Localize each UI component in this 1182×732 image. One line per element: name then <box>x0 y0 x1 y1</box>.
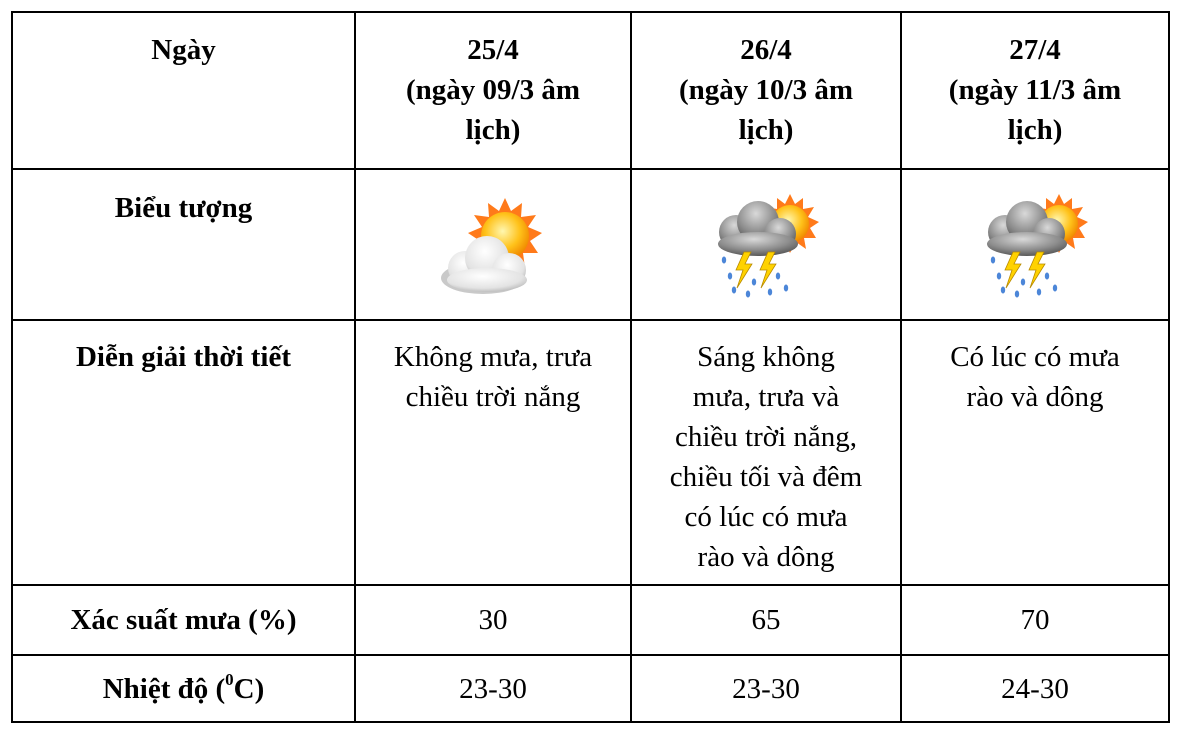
thunderstorm-rain-sun-icon <box>706 194 826 304</box>
temperature-row <box>12 655 1169 722</box>
day-date: 25/4 <box>467 34 519 66</box>
date-label-text: Ngày <box>151 34 216 66</box>
date-label <box>12 12 355 169</box>
partly-cloudy-sun-icon <box>433 194 553 304</box>
day-lunar-line2: lịch) <box>738 114 794 146</box>
temperature-value: 23-30 <box>631 655 901 722</box>
icon-label-text: Biểu tượng <box>114 192 253 224</box>
temperature-label-suffix: C) <box>233 672 265 705</box>
rain-probability-value: 65 <box>631 585 901 655</box>
description-label <box>12 320 355 585</box>
day-date: 27/4 <box>1009 34 1061 66</box>
day-description-1 <box>355 320 631 585</box>
description-line: Có lúc có mưa <box>950 341 1120 373</box>
day-lunar-line1: (ngày 10/3 âm <box>679 74 853 106</box>
day-header-3 <box>901 12 1169 169</box>
temperature-label <box>12 655 355 722</box>
day-lunar-line2: lịch) <box>465 114 521 146</box>
rain-probability-value: 30 <box>355 585 631 655</box>
description-line: Không mưa, trưa <box>393 341 593 373</box>
rain-probability-row <box>12 585 1169 655</box>
description-line: Sáng không <box>697 341 835 373</box>
description-line: có lúc có mưa <box>684 501 848 533</box>
icon-row <box>12 169 1169 320</box>
day-header-2 <box>631 12 901 169</box>
temperature-label-prefix: Nhiệt độ ( <box>102 672 226 705</box>
day-description-2 <box>631 320 901 585</box>
temperature-value: 23-30 <box>355 655 631 722</box>
rain-probability-label-text: Xác suất mưa (%) <box>70 604 297 636</box>
weather-forecast-table <box>11 11 1170 723</box>
day-icon-cell-1 <box>355 169 631 320</box>
date-row <box>12 12 1169 169</box>
day-lunar-line1: (ngày 09/3 âm <box>406 74 580 106</box>
thunderstorm-rain-sun-icon <box>975 194 1095 304</box>
temperature-label-degree: 0 <box>225 669 234 689</box>
rain-probability-label <box>12 585 355 655</box>
icon-label <box>12 169 355 320</box>
description-label-text: Diễn giải thời tiết <box>75 341 291 373</box>
day-lunar-line2: lịch) <box>1007 114 1063 146</box>
day-date: 26/4 <box>740 34 792 66</box>
day-lunar-line1: (ngày 11/3 âm <box>948 74 1122 106</box>
description-line: chiều trời nắng <box>405 381 581 413</box>
rain-probability-value: 70 <box>901 585 1169 655</box>
day-icon-cell-3 <box>901 169 1169 320</box>
description-row <box>12 320 1169 585</box>
description-line: rào và dông <box>966 381 1104 413</box>
description-line: mưa, trưa và <box>692 381 840 413</box>
description-line: chiều tối và đêm <box>669 461 863 493</box>
description-line: rào và dông <box>697 541 835 573</box>
day-header-1 <box>355 12 631 169</box>
temperature-value: 24-30 <box>901 655 1169 722</box>
day-icon-cell-2 <box>631 169 901 320</box>
description-line: chiều trời nắng, <box>674 421 858 453</box>
day-description-3 <box>901 320 1169 585</box>
